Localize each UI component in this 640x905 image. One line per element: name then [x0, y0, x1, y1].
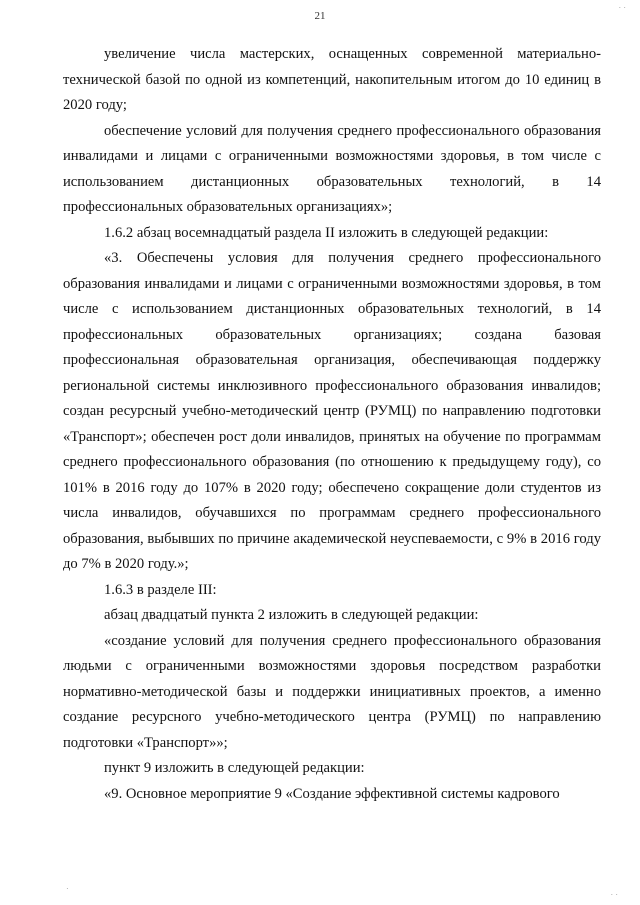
paragraph-rumc-creation: «создание условий для получения среднего профессионального образования людьми с ограниченными возможностями здоровья посредством разработки нормативно-методической базы и поддержки инициативных проектов, а именно создание ресурсного учебно-методического центра (РУМЦ) по направлению подготовки «Транспорт»»; — [63, 632, 601, 751]
paragraph-conditions: обеспечение условий для получения среднего профессионального образования инвалидами и лицами с ограниченными возможностями здоровья, в том числе с использованием дистанционных образовательных технологий, в 14 профессиональных образовательных организациях»; — [63, 122, 601, 215]
document-body — [63, 42, 601, 807]
paragraph-point-9: пункт 9 изложить в следующей редакции: — [104, 760, 365, 776]
paragraph-1-6-3: 1.6.3 в разделе III: — [104, 581, 217, 598]
paragraph-item-3: «3. Обеспечены условия для получения среднего профессионального образования инвалидами и лицами с ограниченными возможностями здоровья, в том числе с использованием дистанционных образовательных технологий, в 14 профессиональных образовательных организациях; создана базовая профессиональная образовательная организация, обеспечивающая поддержку региональной системы инклюзивного профессионального образования инвалидов; создан ресурсный учебно-методический центр (РУМЦ) по направлению подготовки «Транспорт»; обеспечен рост доли инвалидов, принятых на обучение по программам среднего профессионального образования (по отношению к предыдущему году), со 101% в 2016 году до 107% в 2020 году; обеспечено сокращение доли студентов из числа инвалидов, обучавшихся по программам среднего профессионального образования, выбывших по причине академической неуспеваемости, с 9% в 2016 году до 7% в 2020 году.»; — [63, 250, 601, 572]
scan-mark-top-right: · · — [618, 3, 626, 12]
scan-mark-bottom-left: · — [66, 884, 69, 893]
scan-mark-bottom-right: · · — [610, 890, 618, 899]
paragraph-twentieth-clause: абзац двадцатый пункта 2 изложить в следующей редакции: — [104, 607, 479, 623]
paragraph-main-activity-9: «9. Основное мероприятие 9 «Создание эффективной системы кадрового — [104, 785, 560, 802]
paragraph-workshops: увеличение числа мастерских, оснащенных современной материально-технической базой по одной из компетенций, накопительным итогом до 10 единиц в 2020 году; — [63, 46, 601, 113]
paragraph-1-6-2: 1.6.2 абзац восемнадцатый раздела II изложить в следующей редакции: — [104, 224, 549, 241]
page-number: 21 — [314, 10, 326, 22]
